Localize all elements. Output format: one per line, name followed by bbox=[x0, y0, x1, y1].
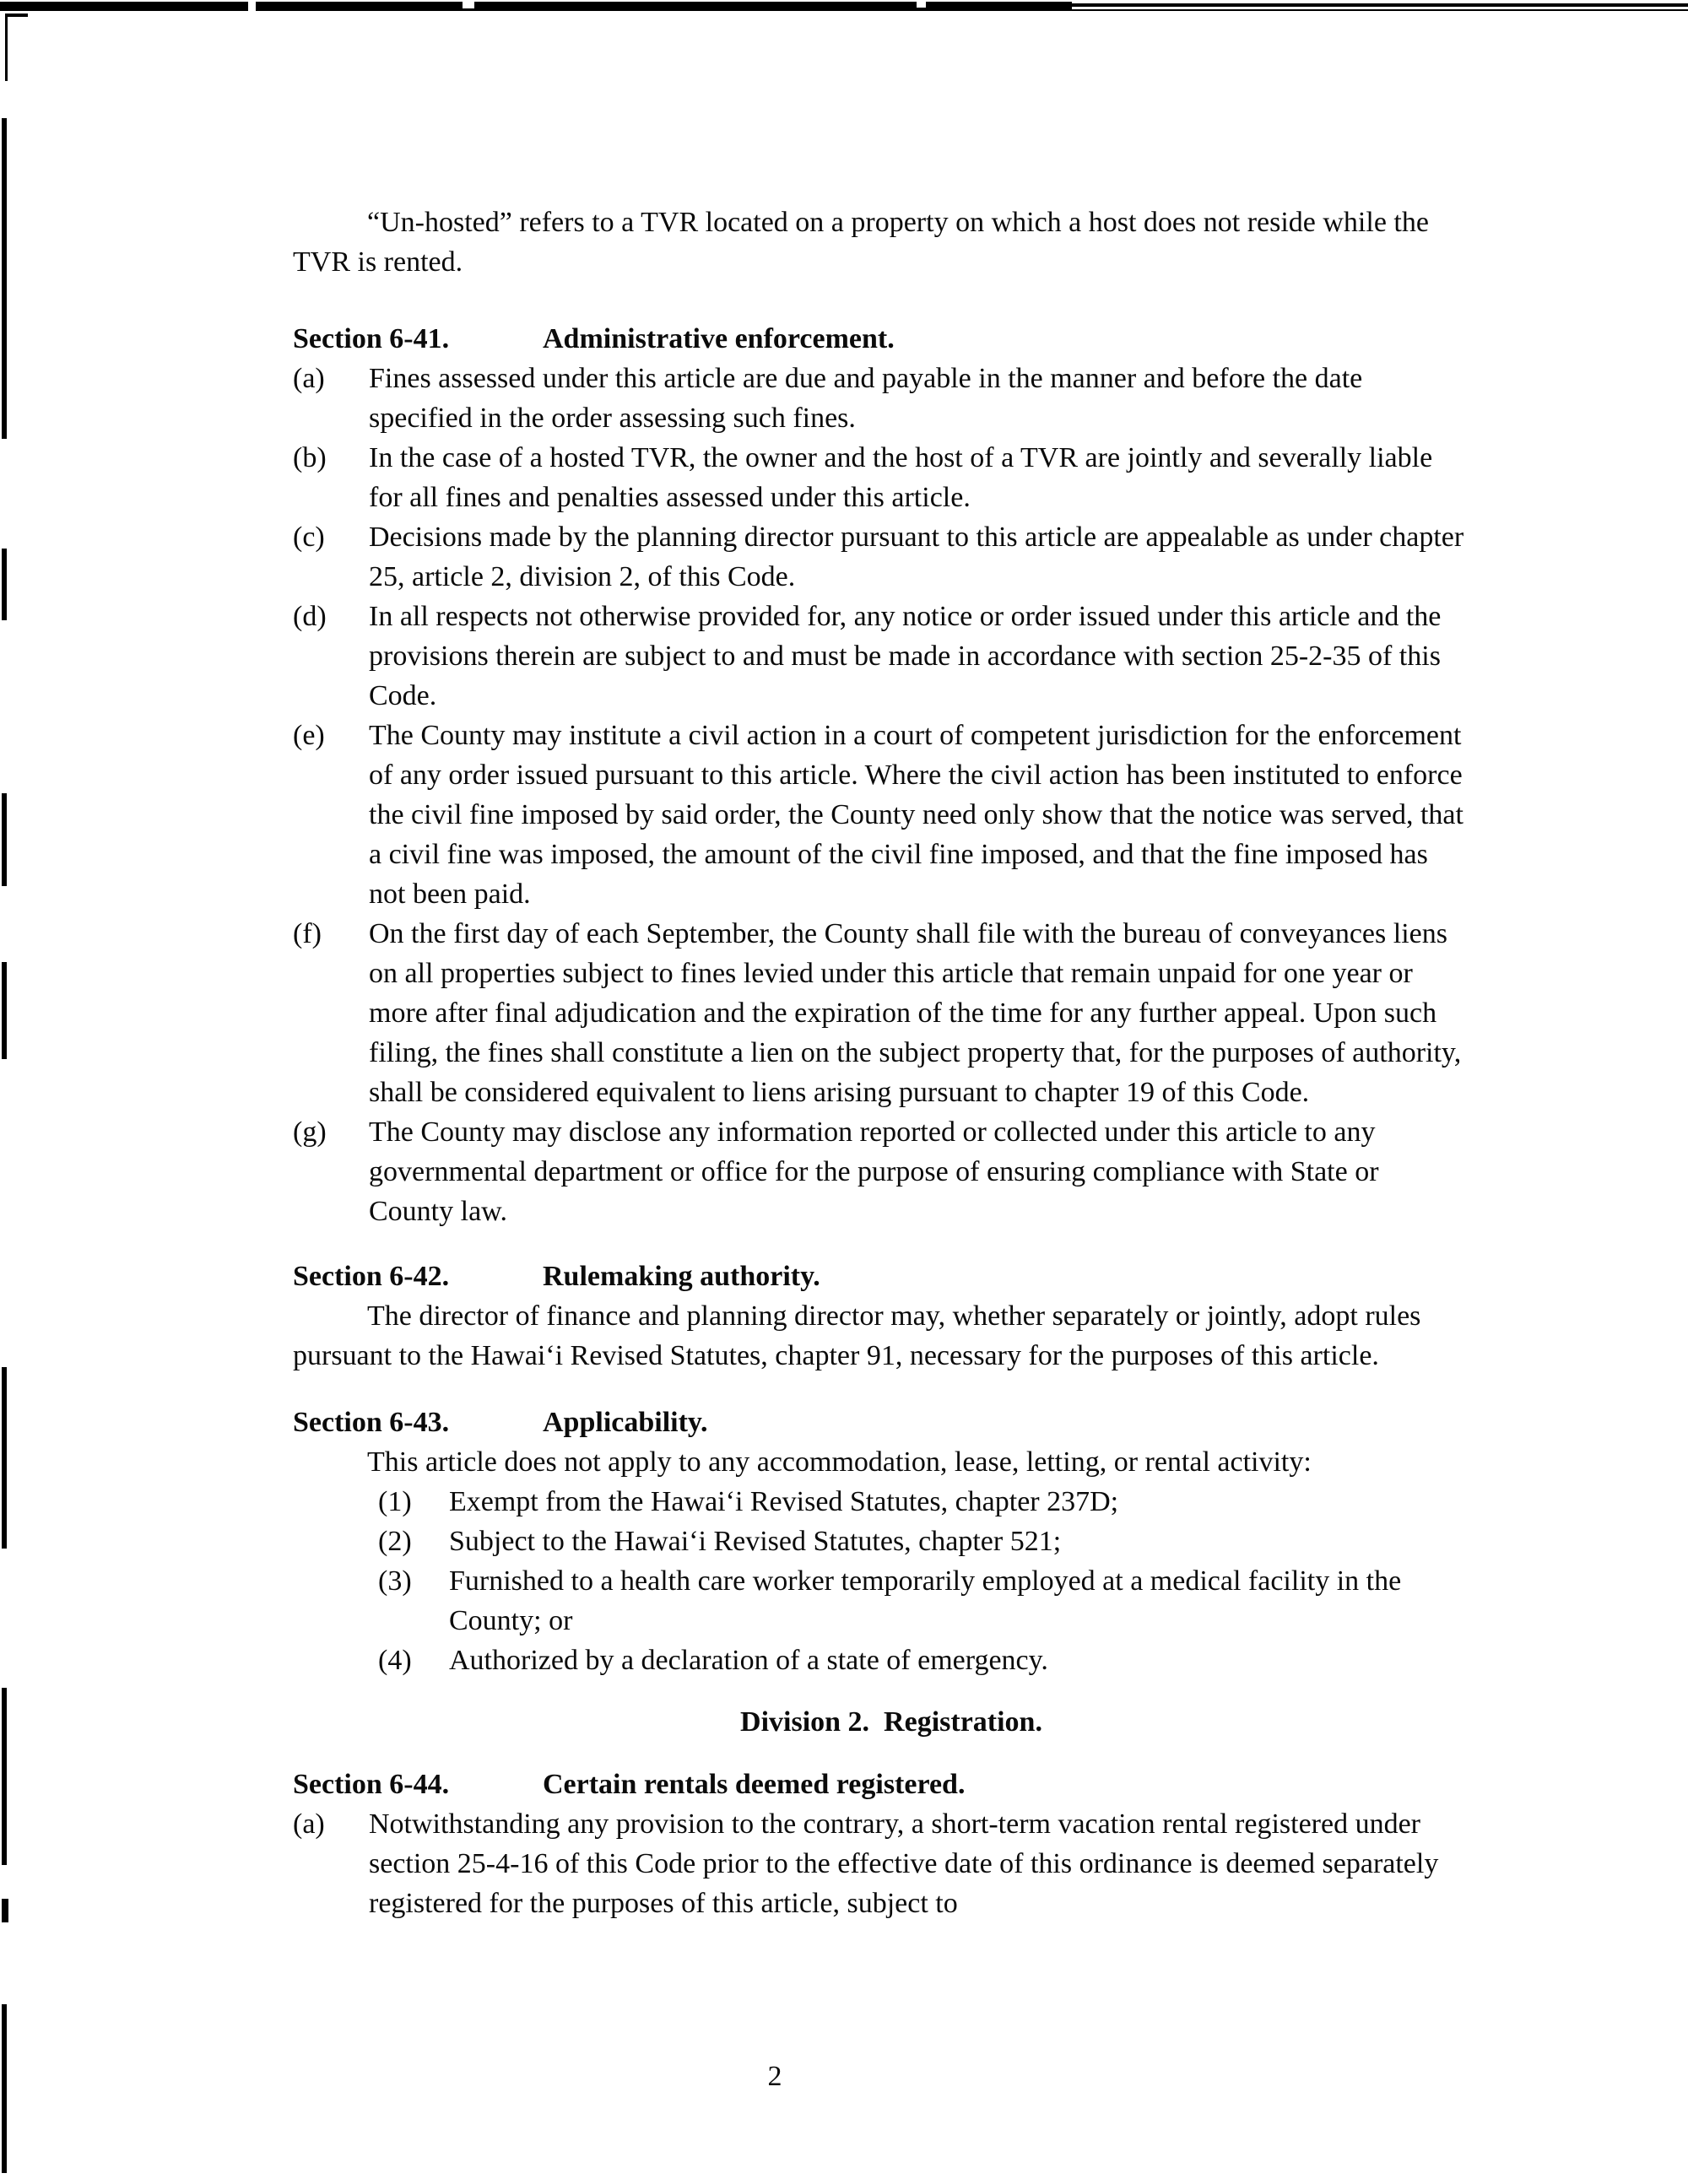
scan-artifact-corner-bracket bbox=[5, 14, 8, 81]
item-label: (a) bbox=[293, 1808, 325, 1840]
section-6-42 bbox=[293, 1257, 1464, 1376]
scan-artifact-edge-dash bbox=[2, 2004, 7, 2173]
section-number: Section 6-42. bbox=[293, 1261, 450, 1292]
intro-paragraph: “Un-hosted” refers to a TVR located on a property on which a host does not reside while the TVR is rented. bbox=[293, 207, 1429, 278]
list-item-b bbox=[293, 438, 1464, 517]
item-label: (g) bbox=[293, 1116, 327, 1148]
scan-artifact-band-gap bbox=[917, 2, 926, 8]
section-6-44 bbox=[293, 1765, 1464, 1923]
list-item-1 bbox=[378, 1482, 1464, 1522]
item-label: (4) bbox=[378, 1645, 412, 1676]
list-item-f bbox=[293, 914, 1464, 1112]
scan-artifact-band-gap bbox=[463, 2, 474, 8]
section-number: Section 6-43. bbox=[293, 1407, 450, 1438]
scan-artifact-edge-dash bbox=[2, 962, 7, 1059]
list-item-3 bbox=[378, 1561, 1464, 1641]
section-6-43-intro: This article does not apply to any accommodation, lease, letting, or rental activity: bbox=[367, 1446, 1312, 1478]
scan-artifact-edge-dash bbox=[2, 1367, 7, 1549]
item-label: (c) bbox=[293, 522, 325, 553]
list-item-a bbox=[293, 1804, 1464, 1923]
item-text: Subject to the Hawai‘i Revised Statutes, chapter 521; bbox=[449, 1526, 1062, 1557]
scan-artifact-edge-dash bbox=[2, 549, 7, 620]
section-6-43 bbox=[293, 1403, 1464, 1680]
item-label: (1) bbox=[378, 1486, 412, 1517]
item-label: (b) bbox=[293, 442, 327, 473]
list-item-d bbox=[293, 597, 1464, 716]
scan-artifact-edge-dash bbox=[2, 1688, 7, 1865]
section-6-43-heading bbox=[293, 1403, 1464, 1442]
item-text: Authorized by a declaration of a state of emergency. bbox=[449, 1645, 1048, 1676]
document-page bbox=[293, 203, 1464, 1923]
scan-artifact-band-thin bbox=[1072, 0, 1688, 3]
section-6-42-paragraph: The director of finance and planning director may, whether separately or jointly, adopt rules pursuant to the Hawai‘i Revised Statutes, chapter 91, necessary for the purposes of this article. bbox=[293, 1300, 1421, 1371]
section-title: Applicability. bbox=[543, 1407, 708, 1438]
division-2-heading: Division 2. Registration. bbox=[740, 1706, 1042, 1738]
list-item-4 bbox=[378, 1641, 1464, 1680]
item-label: (2) bbox=[378, 1526, 412, 1557]
scan-artifact-corner-bracket bbox=[5, 14, 28, 17]
item-text: In the case of a hosted TVR, the owner and the host of a TVR are jointly and severally liable for all fines and penalties assessed under this article. bbox=[369, 442, 1433, 513]
item-text: The County may disclose any information reported or collected under this article to any governmental department or office for the purpose of ensuring compliance with State or County law. bbox=[369, 1116, 1379, 1227]
item-text: Notwithstanding any provision to the contrary, a short-term vacation rental registered under section 25-4-16 of this Code prior to the effective date of this ordinance is deemed separately registered for the purposes of this article, subject to bbox=[369, 1808, 1439, 1919]
section-6-42-heading bbox=[293, 1257, 1464, 1296]
list-item-e bbox=[293, 716, 1464, 914]
page-number: 2 bbox=[767, 2061, 782, 2092]
section-6-41 bbox=[293, 319, 1464, 1231]
scan-artifact-edge-dash bbox=[2, 1899, 8, 1922]
scan-artifact-band-thin bbox=[1072, 7, 1688, 9]
item-text: The County may institute a civil action in a court of competent jurisdiction for the enforcement of any order issued pursuant to this article. Where the civil action has been instituted to enforce the civil fine imposed by said order, the County need only show that the notice was served, that a civil fine was imposed, the amount of the civil fine imposed, and that the fine imposed has not been paid. bbox=[369, 720, 1463, 910]
section-6-41-heading bbox=[293, 319, 1464, 359]
item-label: (f) bbox=[293, 918, 322, 949]
list-item-g bbox=[293, 1112, 1464, 1231]
item-text: On the first day of each September, the County shall file with the bureau of conveyances liens on all properties subject to fines levied under this article that remain unpaid for one year or more after final adjudication and the expiration of the time for any further appeal. Upon such filing, the fines shall constitute a lien on the subject property that, for the purposes of authority, shall be considered equivalent to liens arising pursuant to chapter 19 of this Code. bbox=[369, 918, 1462, 1108]
item-text: Exempt from the Hawai‘i Revised Statutes, chapter 237D; bbox=[449, 1486, 1119, 1517]
section-number: Section 6-44. bbox=[293, 1769, 450, 1800]
scan-artifact-band-gap bbox=[248, 2, 256, 11]
section-6-44-heading bbox=[293, 1765, 1464, 1804]
item-text: Fines assessed under this article are due and payable in the manner and before the date specified in the order assessing such fines. bbox=[369, 363, 1363, 434]
section-title: Administrative enforcement. bbox=[543, 323, 895, 354]
item-label: (a) bbox=[293, 363, 325, 394]
list-item-c bbox=[293, 517, 1464, 597]
item-label: (e) bbox=[293, 720, 325, 751]
scan-artifact-edge-dash bbox=[2, 793, 7, 886]
list-item-2 bbox=[378, 1522, 1464, 1561]
item-text: Decisions made by the planning director pursuant to this article are appealable as under chapter 25, article 2, division 2, of this Code. bbox=[369, 522, 1464, 592]
item-label: (3) bbox=[378, 1565, 412, 1597]
item-label: (d) bbox=[293, 601, 327, 632]
item-text: In all respects not otherwise provided for, any notice or order issued under this article and the provisions therein are subject to and must be made in accordance with section 25-2-35 of this Code. bbox=[369, 601, 1442, 711]
scan-artifact-edge-dash bbox=[2, 118, 7, 439]
section-6-43-list bbox=[378, 1482, 1464, 1680]
section-title: Certain rentals deemed registered. bbox=[543, 1769, 966, 1800]
section-number: Section 6-41. bbox=[293, 323, 450, 354]
list-item-a bbox=[293, 359, 1464, 438]
section-title: Rulemaking authority. bbox=[543, 1261, 820, 1292]
item-text: Furnished to a health care worker temporarily employed at a medical facility in the County; or bbox=[449, 1565, 1402, 1636]
